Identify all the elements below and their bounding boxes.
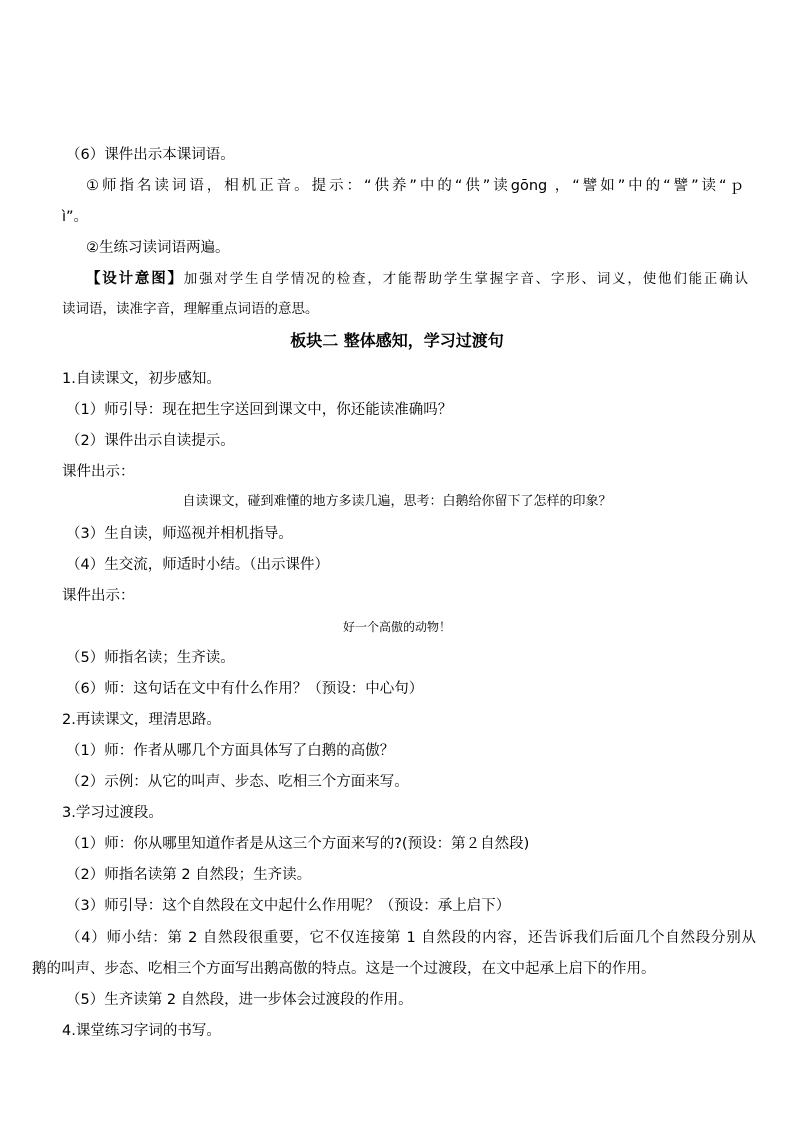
design-intent-line [86, 270, 748, 288]
paragraph-line: （1）师：你从哪里知道作者是从这三个方面来写的?(预设：第２自然段) [66, 836, 530, 852]
paragraph-line: 鹅的叫声、步态、吃相三个方面写出鹅高傲的特点。这是一个过渡段，在文中起承上启下的作用。 [32, 961, 656, 977]
paragraph-line: （4）生交流，师适时小结。（出示课件） [66, 557, 329, 573]
courseware-box-text: 好一个高傲的动物！ [342, 620, 451, 634]
courseware-box-text: 自读课文，碰到难懂的地方多读几遍，思考：白鹅给你留下了怎样的印象？ [182, 494, 612, 509]
design-intent-line: 读词语，读准字音，理解重点词语的意思。 [62, 301, 319, 317]
paragraph-line: 3.学习过渡段。 [62, 805, 163, 821]
paragraph-line: ②生练习读词语两遍。 [86, 240, 230, 256]
paragraph-line: （5）师指名读；生齐读。 [66, 650, 235, 666]
paragraph-line: （2）示例：从它的叫声、步态、吃相三个方面来写。 [66, 774, 409, 790]
paragraph-line: ì”。 [62, 209, 89, 225]
paragraph-line: ①师指名读词语，相机正音。提示：“供养”中的“供”读gōng ，“譬如”中的“譬”读“ｐ [86, 178, 744, 194]
design-intent-tag: 【设计意图】 [86, 271, 184, 287]
paragraph-line: （2）师指名读第 2 自然段；生齐读。 [66, 867, 312, 883]
paragraph-line: （3）生自读，师巡视并相机指导。 [66, 526, 293, 542]
design-intent-text: 加强对学生自学情况的检查，才能帮助学生掌握字音、字形、词义，使他们能正确认 [183, 271, 749, 287]
paragraph-line: 2.再读课文，理清思路。 [62, 712, 221, 728]
paragraph-line: （1）师引导：现在把生字送回到课文中，你还能读准确吗？ [66, 402, 453, 418]
paragraph-line: 课件出示： [62, 464, 135, 480]
paragraph-line: 1.自读课文，初步感知。 [62, 371, 221, 387]
section-heading: 板块二 整体感知，学习过渡句 [290, 331, 504, 350]
paragraph-line: （2）课件出示自读提示。 [66, 433, 235, 449]
paragraph-line: 4.课堂练习字词的书写。 [62, 1023, 221, 1039]
paragraph-line: （3）师引导：这个自然段在文中起什么作用呢？（预设：承上启下） [66, 898, 511, 914]
paragraph-line: （1）师：作者从哪几个方面具体写了白鹅的高傲？ [66, 743, 395, 759]
paragraph-line: （5）生齐读第 2 自然段，进一步体会过渡段的作用。 [66, 992, 413, 1008]
paragraph-line: （4）师小结：第 2 自然段很重要，它不仅连接第 1 自然段的内容，还告诉我们后面几个自然段分别从 [66, 930, 756, 946]
paragraph-line: 课件出示： [62, 588, 135, 604]
paragraph-line: （6）师：这句话在文中有什么作用？（预设：中心句） [66, 681, 424, 697]
paragraph-line: （6）课件出示本课词语。 [66, 147, 235, 163]
